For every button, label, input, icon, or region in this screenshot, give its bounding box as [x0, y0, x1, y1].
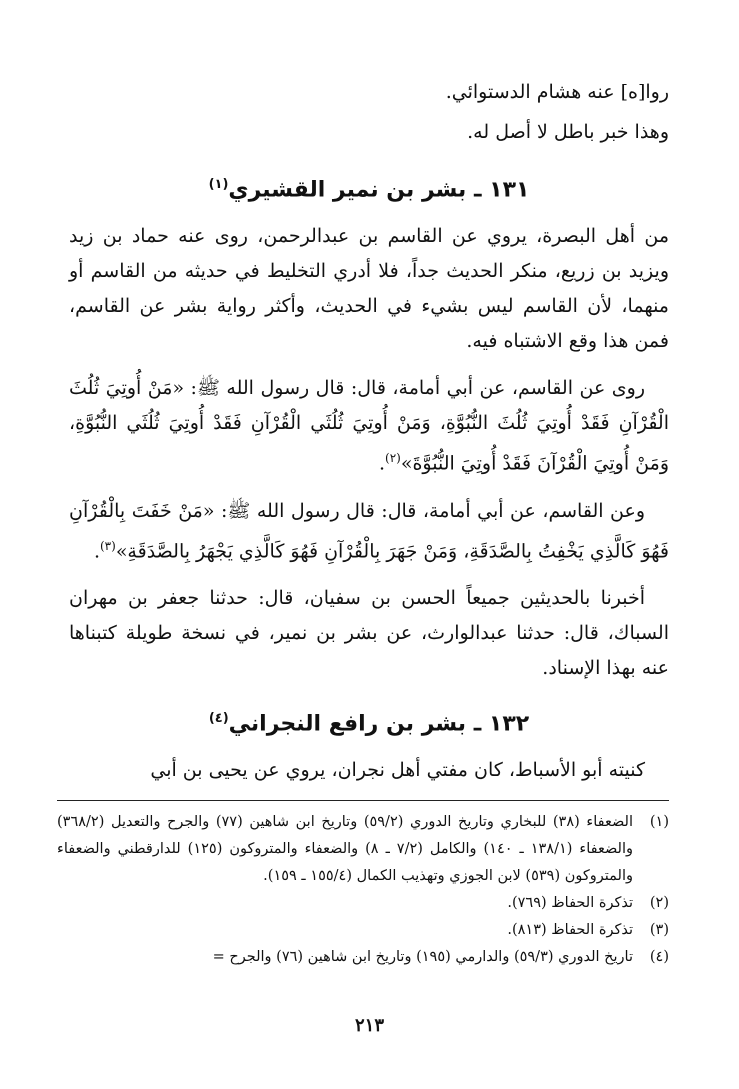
hadith-1: روى عن القاسم، عن أبي أمامة، قال: قال رسول الله ﷺ: «مَنْ أُوتِيَ ثُلُثَ الْقُرْآنِ فَقَدْ أُوتِيَ ثُلُثَ النُّبُوَّةِ، وَمَنْ أُوتِيَ ثُلُثَي الْقُرْآنِ فَقَدْ أُوتِيَ ثُلُثَي النُّبُوَّةِ، وَمَنْ أُوتِيَ الْقُرْآنَ فَقَدْ أُوتِيَ النُّبُوَّةَ» [69, 377, 669, 475]
footnote-text: الضعفاء (٣٨) للبخاري وتاريخ الدوري (٥٩/٢) وتاريخ ابن شاهين (٧٧) والجرح والتعديل (٣٦٨/٢) والضعفاء (١٣٨/١ ـ ١٤٠) والكامل (٧/٢ ـ ٨) والضعفاء والمتروكون (١٢٥) للدارقطني والضعفاء والمتروكون (٥٣٩) لابن الجوزي وتهذيب الكمال (١٥٥/٤ ـ ١٥٩). [57, 814, 634, 884]
entry-132-footnote-ref: (٤) [208, 710, 229, 726]
intro-line-2: وهذا خبر باطل لا أصل له. [467, 121, 669, 143]
footnote-text: تذكرة الحفاظ (٧٦٩). [507, 895, 633, 911]
entry-131-paragraph-3: وعن القاسم، عن أبي أمامة، قال: قال رسول الله ﷺ: «مَنْ خَفَتَ بِالْقُرْآنِ فَهُوَ كَالَّذِي يَخْفِتُ بِالصَّدَقَةِ، وَمَنْ جَهَرَ بِالْقُرْآنِ فَهُوَ كَالَّذِي يَجْهَرُ بِالصَّدَقَةِ»$^{(٣)}$. [69, 499, 669, 562]
footnote-text: تاريخ الدوري (٥٩/٣) والدارمي (١٩٥) وتاريخ ابن شاهين (٧٦) والجرح = [212, 949, 633, 965]
entry-131-paragraph-1: من أهل البصرة، يروي عن القاسم بن عبدالرحمن، روى عنه حماد بن زيد ويزيد بن زريع، منكر الحديث جداً، فلا أدري التخليط في حديثه من القاسم أو منهما، لأن القاسم ليس بشيء في الحديث، وأكثر رواية بشر عن القاسم، فمن هذا وقع الاشتباه فيه. [69, 225, 669, 353]
footnote-4 [57, 944, 669, 971]
entry-132-heading [69, 704, 669, 739]
footnote-2 [57, 890, 669, 917]
entry-131-heading [69, 170, 669, 205]
entry-131-footnote-ref: (١) [208, 177, 229, 192]
entry-131-paragraph-4: أخبرنا بالحديثين جميعاً الحسن بن سفيان، قال: حدثنا جعفر بن مهران السباك، قال: حدثنا عبدالوارث، عن بشر بن نمير، في نسخة طويلة كتبناها عنه بهذا الإسناد. [69, 586, 669, 679]
footnote-number: (٣) [649, 922, 669, 938]
entry-132-title: ١٣٢ ـ بشر بن رافع النجراني [228, 711, 530, 737]
hadith-1-footnote-ref: (٢) [385, 451, 401, 466]
page-body [69, 72, 669, 788]
footnotes [57, 800, 669, 971]
hadith-2-footnote-ref: (٣) [99, 538, 116, 553]
footnote-3 [57, 917, 669, 944]
footnote-number: (١) [649, 814, 669, 830]
footnote-number: (٤) [649, 949, 669, 965]
hadith-2: وعن القاسم، عن أبي أمامة، قال: قال رسول الله ﷺ: «مَنْ خَفَتَ بِالْقُرْآنِ فَهُوَ كَالَّذِي يَخْفِتُ بِالصَّدَقَةِ، وَمَنْ جَهَرَ بِالْقُرْآنِ فَهُوَ كَالَّذِي يَجْهَرُ بِالصَّدَقَةِ» [69, 499, 669, 562]
page-number: ٢١٣ [354, 1015, 384, 1036]
entry-131-paragraph-2: روى عن القاسم، عن أبي أمامة، قال: قال رسول الله ﷺ: «مَنْ أُوتِيَ ثُلُثَ الْقُرْآنِ فَقَدْ أُوتِيَ ثُلُثَ النُّبُوَّةِ، وَمَنْ أُوتِيَ ثُلُثَي الْقُرْآنِ فَقَدْ أُوتِيَ ثُلُثَي النُّبُوَّةِ، وَمَنْ أُوتِيَ الْقُرْآنَ فَقَدْ أُوتِيَ النُّبُوَّةَ»$^{(٢)}$. [69, 377, 669, 475]
entry-131-title: ١٣١ ـ بشر بن نمير القشيري [228, 177, 530, 203]
intro-line-1: روا[ه] عنه هشام الدستوائي. [445, 81, 669, 103]
footnote-number: (٢) [649, 895, 669, 911]
footnote-text: تذكرة الحفاظ (٨١٣). [507, 922, 633, 938]
footnote-1 [57, 809, 669, 890]
entry-132-paragraph-1: كنيته أبو الأسباط، كان مفتي أهل نجران، يروي عن يحيى بن أبي [150, 759, 645, 782]
